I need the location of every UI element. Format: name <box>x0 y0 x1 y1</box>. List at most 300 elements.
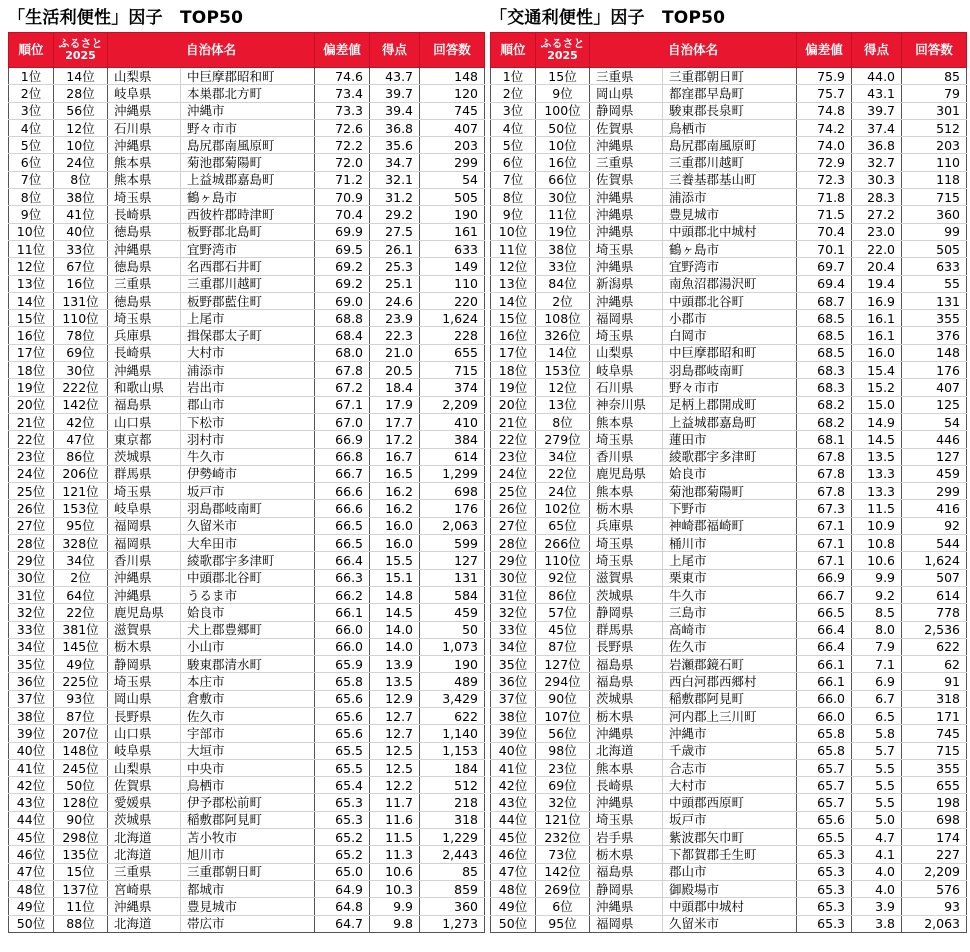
prefecture-cell: 香川県 <box>108 552 181 569</box>
table-row <box>9 725 485 742</box>
deviation-cell: 66.8 <box>315 448 370 465</box>
header-furusato-2025: ふるさと 2025 <box>536 33 590 68</box>
deviation-cell: 67.1 <box>315 396 370 413</box>
prefecture-cell: 佐賀県 <box>590 171 663 188</box>
municipality-cell: 中頭郡中城村 <box>663 898 797 915</box>
deviation-cell: 66.0 <box>797 707 852 724</box>
answers-cell: 384 <box>420 431 485 448</box>
score-cell: 21.0 <box>370 344 420 361</box>
answers-cell: 227 <box>902 846 967 863</box>
deviation-cell: 74.2 <box>797 119 852 136</box>
table-row <box>491 275 967 292</box>
rank-cell: 28位 <box>491 535 536 552</box>
table-row <box>491 85 967 102</box>
furusato-rank-cell: 225位 <box>54 673 108 690</box>
table-row <box>9 759 485 776</box>
answers-cell: 622 <box>420 707 485 724</box>
rank-cell: 25位 <box>491 483 536 500</box>
furusato-rank-cell: 326位 <box>536 327 590 344</box>
table-row <box>491 396 967 413</box>
deviation-cell: 65.3 <box>315 811 370 828</box>
rank-cell: 18位 <box>9 362 54 379</box>
prefecture-cell: 沖縄県 <box>108 137 181 154</box>
score-cell: 24.6 <box>370 292 420 309</box>
answers-cell: 79 <box>902 85 967 102</box>
score-cell: 9.9 <box>370 898 420 915</box>
prefecture-cell: 岡山県 <box>590 85 663 102</box>
score-cell: 28.3 <box>852 189 902 206</box>
rank-cell: 46位 <box>9 846 54 863</box>
rank-cell: 42位 <box>491 777 536 794</box>
deviation-cell: 65.3 <box>797 915 852 932</box>
table-row <box>491 292 967 309</box>
answers-cell: 131 <box>902 292 967 309</box>
deviation-cell: 68.3 <box>797 379 852 396</box>
score-cell: 36.8 <box>370 119 420 136</box>
answers-cell: 198 <box>902 794 967 811</box>
header-score: 得点 <box>370 33 420 68</box>
rank-cell: 27位 <box>9 517 54 534</box>
answers-cell: 161 <box>420 223 485 240</box>
table-row <box>491 223 967 240</box>
table-row <box>9 742 485 759</box>
deviation-cell: 66.9 <box>797 569 852 586</box>
header-score: 得点 <box>852 33 902 68</box>
municipality-cell: 上尾市 <box>181 310 315 327</box>
answers-cell: 544 <box>902 535 967 552</box>
score-cell: 7.9 <box>852 638 902 655</box>
rank-cell: 34位 <box>491 638 536 655</box>
prefecture-cell: 栃木県 <box>590 707 663 724</box>
municipality-cell: 久留米市 <box>663 915 797 932</box>
rank-cell: 43位 <box>9 794 54 811</box>
prefecture-cell: 愛媛県 <box>108 794 181 811</box>
rank-cell: 29位 <box>9 552 54 569</box>
municipality-cell: 浦添市 <box>181 362 315 379</box>
furusato-rank-cell: 50位 <box>536 119 590 136</box>
answers-cell: 203 <box>420 137 485 154</box>
answers-cell: 698 <box>902 811 967 828</box>
score-cell: 5.5 <box>852 794 902 811</box>
table-row <box>9 569 485 586</box>
answers-cell: 190 <box>420 656 485 673</box>
score-cell: 4.0 <box>852 880 902 897</box>
rank-cell: 19位 <box>491 379 536 396</box>
furusato-rank-cell: 12位 <box>54 119 108 136</box>
answers-cell: 459 <box>420 604 485 621</box>
prefecture-cell: 静岡県 <box>590 102 663 119</box>
deviation-cell: 66.5 <box>315 517 370 534</box>
prefecture-cell: 長崎県 <box>108 344 181 361</box>
prefecture-cell: 山梨県 <box>108 68 181 85</box>
furusato-rank-cell: 69位 <box>54 344 108 361</box>
score-cell: 12.7 <box>370 707 420 724</box>
answers-cell: 655 <box>902 777 967 794</box>
prefecture-cell: 兵庫県 <box>590 517 663 534</box>
table-row <box>9 517 485 534</box>
deviation-cell: 65.7 <box>797 777 852 794</box>
municipality-cell: 神崎郡福崎町 <box>663 517 797 534</box>
table-row <box>491 310 967 327</box>
answers-cell: 110 <box>420 275 485 292</box>
score-cell: 16.1 <box>852 327 902 344</box>
municipality-cell: 鶴ヶ島市 <box>181 189 315 206</box>
prefecture-cell: 三重県 <box>590 154 663 171</box>
rank-cell: 15位 <box>9 310 54 327</box>
prefecture-cell: 石川県 <box>108 119 181 136</box>
score-cell: 14.5 <box>852 431 902 448</box>
prefecture-cell: 鹿児島県 <box>590 465 663 482</box>
municipality-cell: 犬上郡豊郷町 <box>181 621 315 638</box>
deviation-cell: 65.3 <box>797 880 852 897</box>
rank-cell: 4位 <box>9 119 54 136</box>
answers-cell: 184 <box>420 759 485 776</box>
deviation-cell: 68.4 <box>315 327 370 344</box>
prefecture-cell: 長崎県 <box>590 777 663 794</box>
rank-cell: 3位 <box>491 102 536 119</box>
prefecture-cell: 福島県 <box>590 656 663 673</box>
furusato-rank-cell: 34位 <box>54 552 108 569</box>
answers-cell: 50 <box>420 621 485 638</box>
deviation-cell: 68.5 <box>797 344 852 361</box>
municipality-cell: 苫小牧市 <box>181 829 315 846</box>
rank-cell: 24位 <box>491 465 536 482</box>
deviation-cell: 65.8 <box>797 742 852 759</box>
table-row <box>9 344 485 361</box>
answers-cell: 318 <box>420 811 485 828</box>
furusato-rank-cell: 381位 <box>54 621 108 638</box>
prefecture-cell: 佐賀県 <box>108 777 181 794</box>
municipality-cell: 板野郡北島町 <box>181 223 315 240</box>
municipality-cell: 大村市 <box>181 344 315 361</box>
answers-cell: 218 <box>420 794 485 811</box>
prefecture-cell: 静岡県 <box>590 604 663 621</box>
rank-cell: 11位 <box>491 240 536 257</box>
prefecture-cell: 東京都 <box>108 431 181 448</box>
deviation-cell: 71.5 <box>797 206 852 223</box>
municipality-cell: 鳥栖市 <box>663 119 797 136</box>
score-cell: 11.3 <box>370 846 420 863</box>
score-cell: 15.4 <box>852 362 902 379</box>
score-cell: 27.5 <box>370 223 420 240</box>
deviation-cell: 71.8 <box>797 189 852 206</box>
furusato-rank-cell: 49位 <box>54 656 108 673</box>
table-row <box>491 811 967 828</box>
score-cell: 10.3 <box>370 880 420 897</box>
score-cell: 14.9 <box>852 413 902 430</box>
score-cell: 15.1 <box>370 569 420 586</box>
table-row <box>491 68 967 85</box>
table-row <box>9 292 485 309</box>
rank-cell: 17位 <box>491 344 536 361</box>
furusato-rank-cell: 56位 <box>54 102 108 119</box>
rank-cell: 41位 <box>9 759 54 776</box>
municipality-cell: 坂戸市 <box>663 811 797 828</box>
answers-cell: 54 <box>902 413 967 430</box>
rank-cell: 23位 <box>9 448 54 465</box>
municipality-cell: 三重郡川越町 <box>181 275 315 292</box>
panel-title: 「交通利便性」因子 TOP50 <box>490 8 726 28</box>
answers-cell: 599 <box>420 535 485 552</box>
prefecture-cell: 徳島県 <box>108 258 181 275</box>
table-row <box>491 569 967 586</box>
deviation-cell: 65.5 <box>797 829 852 846</box>
prefecture-cell: 埼玉県 <box>108 483 181 500</box>
municipality-cell: 坂戸市 <box>181 483 315 500</box>
furusato-rank-cell: 30位 <box>536 189 590 206</box>
municipality-cell: 沖縄市 <box>181 102 315 119</box>
deviation-cell: 68.3 <box>797 362 852 379</box>
rank-cell: 24位 <box>9 465 54 482</box>
deviation-cell: 74.8 <box>797 102 852 119</box>
score-cell: 15.0 <box>852 396 902 413</box>
deviation-cell: 66.1 <box>315 604 370 621</box>
deviation-cell: 65.6 <box>315 725 370 742</box>
prefecture-cell: 沖縄県 <box>590 725 663 742</box>
furusato-rank-cell: 266位 <box>536 535 590 552</box>
table-row <box>9 829 485 846</box>
prefecture-cell: 山梨県 <box>590 344 663 361</box>
municipality-cell: 郡山市 <box>663 863 797 880</box>
prefecture-cell: 佐賀県 <box>590 119 663 136</box>
furusato-rank-cell: 84位 <box>536 275 590 292</box>
prefecture-cell: 埼玉県 <box>108 189 181 206</box>
furusato-rank-cell: 14位 <box>536 344 590 361</box>
score-cell: 22.3 <box>370 327 420 344</box>
prefecture-cell: 沖縄県 <box>590 206 663 223</box>
furusato-rank-cell: 34位 <box>536 448 590 465</box>
deviation-cell: 66.4 <box>797 621 852 638</box>
deviation-cell: 67.1 <box>797 535 852 552</box>
answers-cell: 1,073 <box>420 638 485 655</box>
header-municipality: 自治体名 <box>590 33 797 68</box>
rank-cell: 8位 <box>491 189 536 206</box>
table-row <box>491 327 967 344</box>
rank-cell: 21位 <box>9 413 54 430</box>
deviation-cell: 67.2 <box>315 379 370 396</box>
table-row <box>491 431 967 448</box>
answers-cell: 2,209 <box>902 863 967 880</box>
furusato-rank-cell: 86位 <box>536 586 590 603</box>
answers-cell: 1,624 <box>902 552 967 569</box>
table-row <box>9 327 485 344</box>
rank-cell: 27位 <box>491 517 536 534</box>
deviation-cell: 70.4 <box>315 206 370 223</box>
deviation-cell: 66.7 <box>797 586 852 603</box>
furusato-rank-cell: 2位 <box>54 569 108 586</box>
municipality-cell: 上益城郡嘉島町 <box>181 171 315 188</box>
furusato-rank-cell: 95位 <box>536 915 590 932</box>
deviation-cell: 65.8 <box>797 725 852 742</box>
municipality-cell: 下都賀郡壬生町 <box>663 846 797 863</box>
score-cell: 10.6 <box>852 552 902 569</box>
answers-cell: 1,299 <box>420 465 485 482</box>
answers-cell: 1,229 <box>420 829 485 846</box>
rank-cell: 29位 <box>491 552 536 569</box>
prefecture-cell: 熊本県 <box>108 171 181 188</box>
table-row <box>491 898 967 915</box>
deviation-cell: 65.9 <box>315 656 370 673</box>
municipality-cell: 駿東郡長泉町 <box>663 102 797 119</box>
rank-cell: 13位 <box>9 275 54 292</box>
answers-cell: 745 <box>902 725 967 742</box>
rank-cell: 16位 <box>491 327 536 344</box>
score-cell: 4.7 <box>852 829 902 846</box>
score-cell: 19.4 <box>852 275 902 292</box>
municipality-cell: 足柄上郡開成町 <box>663 396 797 413</box>
municipality-cell: 南魚沼郡湯沢町 <box>663 275 797 292</box>
deviation-cell: 65.5 <box>315 759 370 776</box>
rank-cell: 8位 <box>9 189 54 206</box>
answers-cell: 190 <box>420 206 485 223</box>
rank-cell: 37位 <box>491 690 536 707</box>
municipality-cell: 帯広市 <box>181 915 315 932</box>
score-cell: 29.2 <box>370 206 420 223</box>
rank-cell: 44位 <box>491 811 536 828</box>
prefecture-cell: 沖縄県 <box>590 794 663 811</box>
table-row <box>9 621 485 638</box>
furusato-rank-cell: 11位 <box>54 898 108 915</box>
table-row <box>491 638 967 655</box>
municipality-cell: 羽島郡岐南町 <box>181 500 315 517</box>
score-cell: 6.9 <box>852 673 902 690</box>
prefecture-cell: 岐阜県 <box>108 742 181 759</box>
deviation-cell: 72.0 <box>315 154 370 171</box>
rank-cell: 1位 <box>9 68 54 85</box>
table-row <box>491 189 967 206</box>
deviation-cell: 65.2 <box>315 846 370 863</box>
furusato-rank-cell: 16位 <box>536 154 590 171</box>
deviation-cell: 67.1 <box>797 552 852 569</box>
municipality-cell: 佐久市 <box>181 707 315 724</box>
table-row <box>9 794 485 811</box>
furusato-rank-cell: 11位 <box>536 206 590 223</box>
score-cell: 22.0 <box>852 240 902 257</box>
prefecture-cell: 栃木県 <box>590 500 663 517</box>
answers-cell: 622 <box>902 638 967 655</box>
municipality-cell: 牛久市 <box>663 586 797 603</box>
furusato-rank-cell: 6位 <box>536 898 590 915</box>
deviation-cell: 67.8 <box>797 465 852 482</box>
score-cell: 6.5 <box>852 707 902 724</box>
rank-cell: 18位 <box>491 362 536 379</box>
furusato-rank-cell: 110位 <box>54 310 108 327</box>
municipality-cell: 河内郡上三川町 <box>663 707 797 724</box>
answers-cell: 355 <box>902 759 967 776</box>
rank-cell: 31位 <box>491 586 536 603</box>
furusato-rank-cell: 38位 <box>54 189 108 206</box>
answers-cell: 407 <box>420 119 485 136</box>
furusato-rank-cell: 33位 <box>54 240 108 257</box>
score-cell: 12.5 <box>370 759 420 776</box>
table-row <box>491 777 967 794</box>
rank-cell: 26位 <box>9 500 54 517</box>
answers-cell: 203 <box>902 137 967 154</box>
deviation-cell: 72.2 <box>315 137 370 154</box>
furusato-rank-cell: 98位 <box>536 742 590 759</box>
municipality-cell: 伊予郡松前町 <box>181 794 315 811</box>
municipality-cell: 羽島郡岐南町 <box>663 362 797 379</box>
furusato-rank-cell: 8位 <box>536 413 590 430</box>
answers-cell: 131 <box>420 569 485 586</box>
rank-cell: 14位 <box>491 292 536 309</box>
municipality-cell: 上尾市 <box>663 552 797 569</box>
prefecture-cell: 山口県 <box>108 413 181 430</box>
answers-cell: 715 <box>902 742 967 759</box>
prefecture-cell: 沖縄県 <box>590 898 663 915</box>
prefecture-cell: 熊本県 <box>590 413 663 430</box>
answers-cell: 1,624 <box>420 310 485 327</box>
header-deviation: 偏差値 <box>797 33 852 68</box>
score-cell: 9.2 <box>852 586 902 603</box>
prefecture-cell: 茨城県 <box>590 690 663 707</box>
municipality-cell: 紫波郡矢巾町 <box>663 829 797 846</box>
answers-cell: 576 <box>902 880 967 897</box>
table-row <box>491 517 967 534</box>
municipality-cell: 菊池郡菊陽町 <box>181 154 315 171</box>
prefecture-cell: 埼玉県 <box>108 310 181 327</box>
answers-cell: 2,536 <box>902 621 967 638</box>
score-cell: 31.2 <box>370 189 420 206</box>
municipality-cell: 中頭郡北中城村 <box>663 223 797 240</box>
prefecture-cell: 埼玉県 <box>590 327 663 344</box>
furusato-rank-cell: 153位 <box>54 500 108 517</box>
furusato-rank-cell: 13位 <box>536 396 590 413</box>
deviation-cell: 75.9 <box>797 68 852 85</box>
answers-cell: 228 <box>420 327 485 344</box>
table-row <box>9 915 485 932</box>
municipality-cell: 宇部市 <box>181 725 315 742</box>
answers-cell: 1,153 <box>420 742 485 759</box>
rank-cell: 48位 <box>491 880 536 897</box>
table-row <box>9 777 485 794</box>
answers-cell: 374 <box>420 379 485 396</box>
rank-cell: 43位 <box>491 794 536 811</box>
furusato-rank-cell: 88位 <box>54 915 108 932</box>
answers-cell: 62 <box>902 656 967 673</box>
rank-cell: 32位 <box>491 604 536 621</box>
deviation-cell: 69.0 <box>315 292 370 309</box>
table-row <box>9 413 485 430</box>
rank-cell: 10位 <box>9 223 54 240</box>
table-row <box>491 846 967 863</box>
furusato-rank-cell: 10位 <box>54 137 108 154</box>
answers-cell: 715 <box>420 362 485 379</box>
answers-cell: 318 <box>902 690 967 707</box>
prefecture-cell: 静岡県 <box>108 656 181 673</box>
prefecture-cell: 沖縄県 <box>108 240 181 257</box>
municipality-cell: 久留米市 <box>181 517 315 534</box>
rank-cell: 36位 <box>491 673 536 690</box>
municipality-cell: 鶴ヶ島市 <box>663 240 797 257</box>
municipality-cell: 御殿場市 <box>663 880 797 897</box>
deviation-cell: 68.2 <box>797 413 852 430</box>
answers-cell: 176 <box>420 500 485 517</box>
furusato-rank-cell: 245位 <box>54 759 108 776</box>
municipality-cell: 羽村市 <box>181 431 315 448</box>
answers-cell: 360 <box>902 206 967 223</box>
table-row <box>9 483 485 500</box>
prefecture-cell: 北海道 <box>590 742 663 759</box>
header-deviation: 偏差値 <box>315 33 370 68</box>
municipality-cell: 中巨摩郡昭和町 <box>181 68 315 85</box>
score-cell: 5.0 <box>852 811 902 828</box>
municipality-cell: 都窪郡早島町 <box>663 85 797 102</box>
deviation-cell: 68.2 <box>797 396 852 413</box>
rank-cell: 20位 <box>491 396 536 413</box>
deviation-cell: 68.0 <box>315 344 370 361</box>
score-cell: 20.4 <box>852 258 902 275</box>
